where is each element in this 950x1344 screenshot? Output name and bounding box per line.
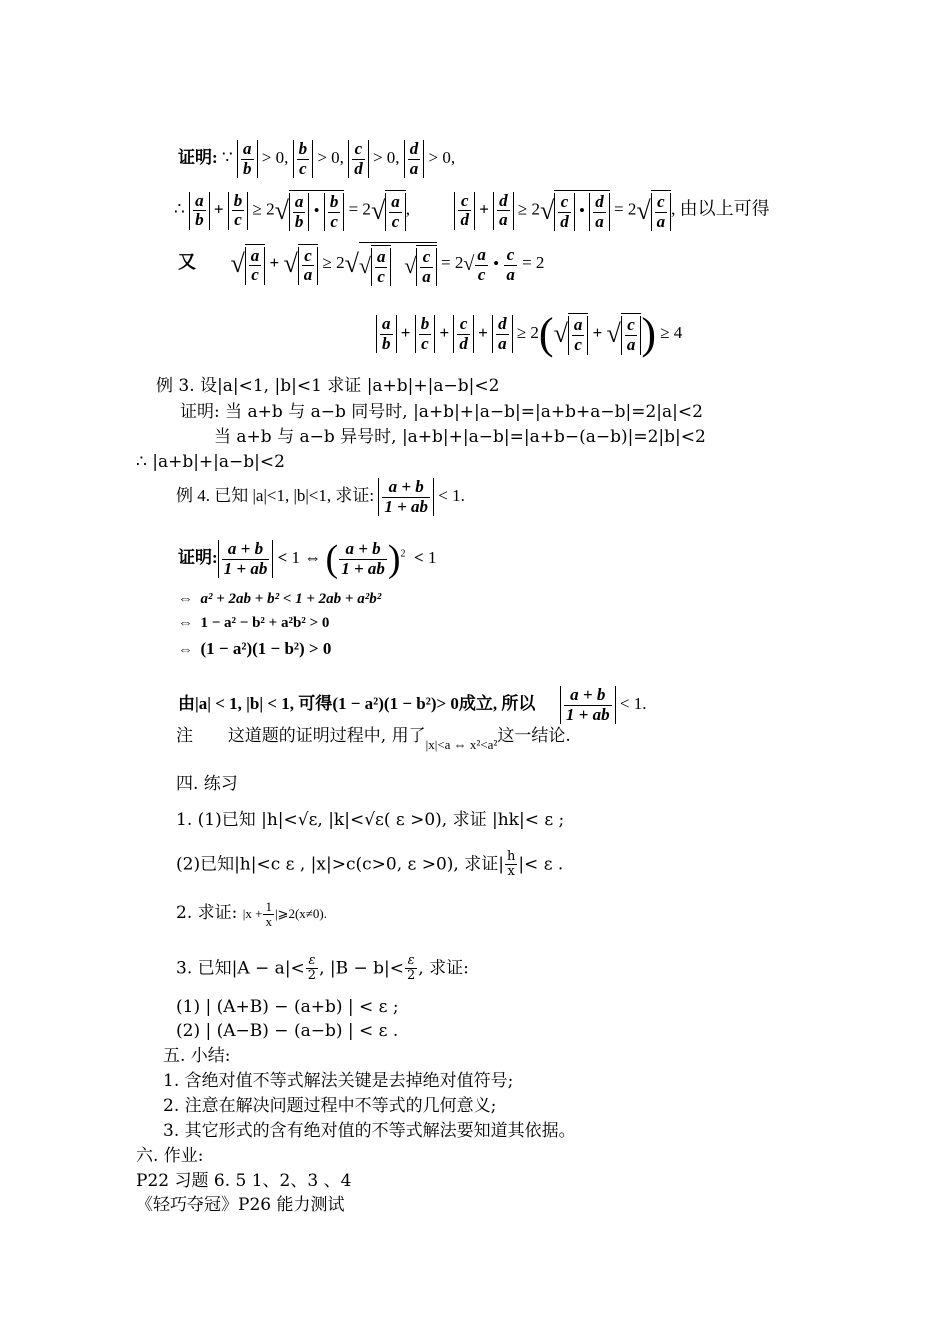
ex3-condition: |a|<1, |b|<1 求证 |a+b|+|a−b|<2: [217, 376, 500, 396]
ex4-abs-frac-3: $\frac{a + b}{1 + ab}$: [560, 686, 616, 724]
p3-pre: 3. 已知|A − a|<: [176, 958, 305, 979]
p1b-post: |< ε .: [518, 854, 564, 875]
proof1-line2: ∴ $\frac{a}{b}$ + $\frac{b}{c}$ ≥ 2√ $\frac{a}{b}$ • $\frac{b}{c}$ = 2√ $\frac{a}{c}$ , $\frac{c}{d}$ + $\frac{d}{a}$ ≥ 2√ $\frac{c}{d}$ • $\frac{d}{a}$ = 2√ $\frac{c}{a}$ , 由以上可得: [174, 190, 770, 231]
abs-c-d-2: $\frac{c}{d}$: [453, 315, 474, 353]
homework-heading: 六. 作业:: [136, 1146, 204, 1166]
note-end: 这一结论.: [497, 726, 571, 746]
abs-frac-b-c: $\frac{b}{c}$: [293, 140, 314, 178]
proof-label: 证明:: [178, 148, 218, 168]
abs-a-b: $\frac{a}{b}$: [189, 192, 210, 230]
ex4-l5a: 由|a| < 1, |b| < 1, 可得: [178, 694, 333, 714]
fourth-root: √ $\frac{a}{c}$ • $\frac{c}{a}$: [463, 245, 515, 284]
eq-two-3: = 2: [522, 253, 545, 273]
p1b-pre: (2)已知|h|<c ε , |x|>c(c>0, ε >0), 求证|: [176, 854, 504, 875]
again-label: 又: [178, 252, 196, 273]
ex4-proof-line2: ⇔ a² + 2ab + b² < 1 + 2ab + a²b²: [178, 591, 382, 607]
abs-b-c: $\frac{b}{c}$: [228, 192, 249, 230]
ge-two-1: ≥ 2: [252, 199, 275, 219]
ex3-title: [156, 378, 499, 395]
abs-a-b-2: $\frac{a}{b}$: [376, 315, 397, 353]
sqrt-ab-bc: √ $\frac{a}{b}$ • $\frac{b}{c}$: [275, 190, 345, 231]
abs-d-a-2: $\frac{d}{a}$: [492, 315, 513, 353]
ex4-proof-line1: 证明: $\frac{a + b}{1 + ab}$ < 1 ⇔ ( $\frac{a + b}{1 + ab}$ )$^2$ < 1: [178, 538, 437, 581]
gt-zero-4: > 0,: [428, 148, 456, 168]
iff-1: ⇔: [304, 548, 322, 568]
ex3-line3: ∴ |a+b|+|a−b|<2: [136, 452, 285, 472]
ex4-note: [176, 726, 571, 752]
sqrt-c-a: √ $\frac{c}{a}$: [636, 190, 671, 231]
ge-two-2: ≥ 2: [517, 199, 540, 219]
ex4-l5c: > 0成立, 所以: [436, 694, 536, 714]
ex4-lt1-2: < 1.: [619, 694, 647, 714]
proof1-line3: 又 √ $\frac{a}{c}$ + √ $\frac{c}{a}$ ≥ 2√√ $\frac{a}{c}$ √ $\frac{c}{a}$ = 2√ $\frac{a}{c}$ • $\frac{c}{a}$ = 2: [178, 242, 544, 286]
gt-zero-1: > 0,: [261, 148, 289, 168]
gt-zero-2: > 0,: [317, 148, 344, 168]
sqrt-product: √√ $\frac{a}{c}$ √ $\frac{c}{a}$: [345, 242, 437, 286]
ex4-l2: a² + 2ab + b² < 1 + 2ab + a²b²: [200, 591, 382, 607]
practice-p1b: (2)已知|h|<c ε , |x|>c(c>0, ε >0), 求证| $\frac{h}{x}$ |< ε .: [176, 849, 564, 880]
p3-post: , 求证:: [418, 958, 469, 979]
practice-p1a: 1. (1)已知 |h|<√ε, |k|<√ε( ε >0), 求证 |hk|< ε ;: [176, 810, 565, 830]
note-math: |x|<a ⇔ x²<a²: [425, 737, 498, 752]
proof1-line4: $\frac{a}{b}$ + $\frac{b}{c}$ + $\frac{c}{d}$ + $\frac{d}{a}$ ≥ 2(√ $\frac{a}{c}$ + √ $\frac{c}{a}$ ) ≥ 4: [376, 312, 682, 356]
abs-c-d: $\frac{c}{d}$: [454, 192, 475, 230]
practice-p3: 3. 已知|A − a|< $\frac{\varepsilon}{2}$ , |B − b|< $\frac{\varepsilon}{2}$ , 求证:: [176, 953, 469, 984]
ex4-proof-line5: [178, 686, 646, 724]
ex3-line1: 证明: 当 a+b 与 a−b 同号时, |a+b|+|a−b|=|a+b+a−b|=2|a|<2: [180, 402, 703, 422]
ex3-title-text: 例 3. 设: [156, 376, 218, 396]
ge-two-4: ≥ 2: [516, 322, 539, 342]
ex4-l3: 1 − a² − b² + a²b² > 0: [200, 615, 330, 631]
summary-item: 2. 注意在解决问题过程中不等式的几何意义;: [163, 1096, 497, 1116]
p3-mid: , |B − b|<: [319, 958, 405, 979]
summary-item: 1. 含绝对值不等式解法关键是去掉绝对值符号;: [163, 1071, 514, 1091]
abs-frac-d-a: $\frac{d}{a}$: [404, 140, 425, 178]
homework-line2: 《轻巧夺冠》P26 能力测试: [136, 1195, 345, 1215]
ex4-abs-frac: $\frac{a + b}{1 + ab}$: [378, 478, 434, 516]
sqrt-a-c-2: √ $\frac{a}{c}$: [554, 313, 589, 354]
proof1-line1: [178, 140, 455, 178]
eq-two-2: = 2: [613, 199, 637, 219]
p2-pre: 2. 求证:: [176, 902, 238, 923]
note-label: 注: [176, 726, 193, 746]
sqrt-abs-a-c: √ $\frac{a}{c}$: [231, 244, 266, 285]
sqrt-c-a-2: √ $\frac{c}{a}$: [607, 313, 642, 354]
ex3-line2: 当 a+b 与 a−b 异号时, |a+b|+|a−b|=|a+b−(a−b)|=2|b|<2: [214, 427, 706, 447]
ex4-proof-line4: ⇔ (1 − a²)(1 − b²) > 0: [178, 639, 332, 658]
then-text: 由以上可得: [679, 198, 770, 219]
abs-d-a: $\frac{d}{a}$: [493, 192, 514, 230]
practice-p3-1: (1) | (A+B) − (a+b) | < ε ;: [176, 997, 399, 1017]
sqrt-a-c: √ $\frac{a}{c}$: [371, 190, 406, 231]
abs-frac-c-d: $\frac{c}{d}$: [348, 140, 369, 178]
note-text: 这道题的证明过程中, 用了: [227, 726, 426, 746]
ex4-abs-frac-2: $\frac{a + b}{1 + ab}$: [218, 540, 274, 578]
gt-zero-3: > 0,: [372, 148, 400, 168]
ex4-proof-line3: ⇔ 1 − a² − b² + a²b² > 0: [178, 615, 330, 631]
practice-p3-2: (2) | (A−B) − (a−b) | < ε .: [176, 1021, 399, 1041]
ex4-title-text: 例 4. 已知 |a|<1, |b|<1, 求证:: [176, 486, 375, 506]
therefore-symbol: ∴: [174, 199, 185, 219]
summary-item: 3. 其它形式的含有绝对值的不等式解法要知道其依据。: [163, 1121, 576, 1141]
because-symbol: ∵: [221, 148, 233, 168]
p2-math: |x + $\frac{1}{x}$ |⩾2(x≠0).: [242, 899, 327, 930]
homework-line1: P22 习题 6. 5 1、2、3 、4: [136, 1171, 352, 1191]
practice-heading: 四. 练习: [176, 774, 238, 794]
abs-frac-a-b: $\frac{a}{b}$: [237, 140, 258, 178]
ge-four: ≥ 4: [660, 322, 683, 342]
ex4-l5b: (1 − a²)(1 − b²): [332, 694, 437, 714]
ex4-l4: (1 − a²)(1 − b²) > 0: [200, 639, 332, 658]
eq-two-1: = 2: [348, 199, 371, 219]
practice-p2: [176, 900, 327, 930]
eq-two-4: = 2: [441, 253, 464, 273]
summary-heading: 五. 小结:: [163, 1046, 231, 1066]
sqrt-abs-c-a: √ $\frac{c}{a}$: [283, 244, 318, 285]
abs-b-c-2: $\frac{b}{c}$: [415, 315, 436, 353]
ge-two-3: ≥ 2: [322, 253, 345, 273]
ex4-proof-label: 证明:: [178, 548, 218, 568]
ex4-lt1: < 1.: [438, 486, 465, 506]
sqrt-cd-da: √ $\frac{c}{d}$ • $\frac{d}{a}$: [540, 190, 610, 231]
ex4-title: [176, 478, 465, 516]
